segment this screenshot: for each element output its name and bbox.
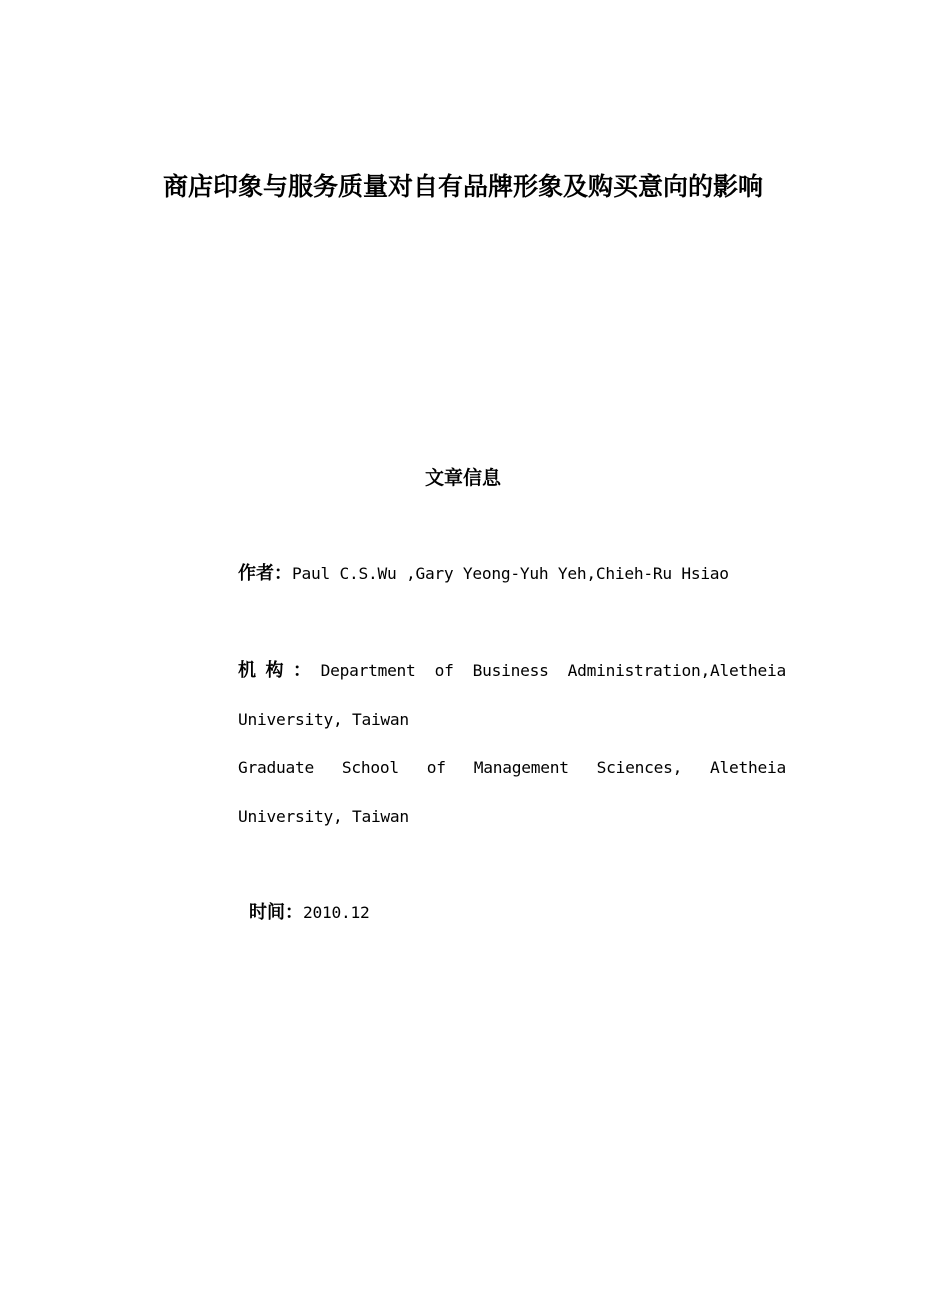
date-value: 2010.12 [303,903,370,922]
affiliation-2-text: Graduate School of Management Sciences, Aletheia University, Taiwan [238,758,786,826]
authors-value: Paul C.S.Wu ,Gary Yeong-Yuh Yeh,Chieh-Ru Hsiao [292,564,729,583]
affiliation-1-text: Department of Business Administration,Aletheia University, Taiwan [238,661,786,729]
institution-affiliation-1 [238,647,786,744]
paper-title: 商店印象与服务质量对自有品牌形象及购买意向的影响 [162,172,763,201]
article-info-heading: 文章信息 [424,467,501,489]
institution-affiliation-2 [238,744,786,841]
institution-label: 机构： [238,660,321,681]
authors-row [238,550,729,599]
date-label: 时间： [249,902,303,923]
authors-label: 作者： [238,563,292,584]
date-row [249,889,369,938]
